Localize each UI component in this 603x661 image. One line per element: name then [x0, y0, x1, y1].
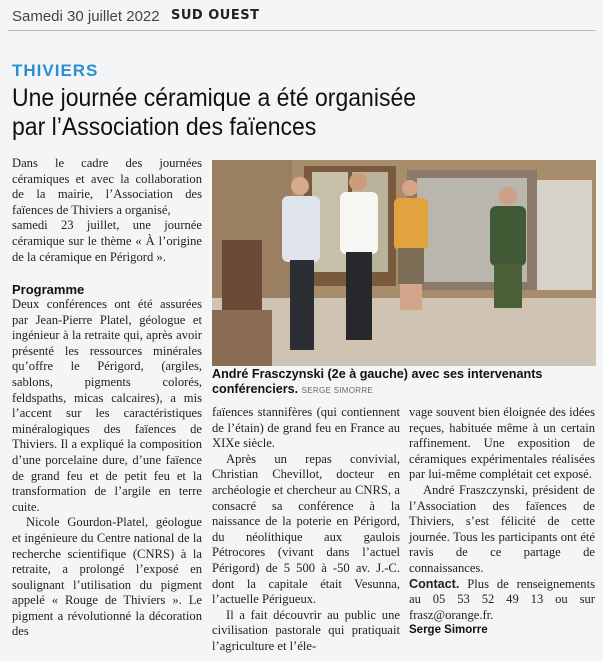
- header-divider: [8, 30, 596, 31]
- headline-line-2: par l’Association des faïences: [12, 113, 317, 141]
- column-1-body: [12, 297, 202, 640]
- column-3-body: [409, 405, 595, 639]
- photo-credit: SERGE SIMORRE: [301, 386, 374, 395]
- body-paragraph: André Fraszczynski, président de l’Association des faïences de Thiviers, s’est félicité de cette journée. Tous les participants ont été ravis de ce partage de connaissances.: [409, 482, 595, 575]
- caption-text: André Frasczynski (2e à gauche) avec ses intervenants conférenciers.: [212, 367, 543, 396]
- body-paragraph: faïences stannifères (qui contiennent de l’étain) de grand feu en France au XIXe siècle.: [212, 405, 400, 451]
- lede-paragraph-1: Dans le cadre des journées céramiques et avec la collaboration de la mairie, l’Association des faïences de Thiviers a organisé,: [12, 156, 202, 217]
- photo-caption: [212, 367, 592, 398]
- headline-line-1: Une journée céramique a été organisée: [12, 84, 417, 112]
- section-label: THIVIERS: [12, 61, 99, 80]
- subhead-programme: Programme: [12, 282, 85, 297]
- lede: [12, 156, 202, 265]
- article-author: Serge Simorre: [409, 624, 488, 637]
- contact-text: Plus de renseignements au 05 53 52 49 13 ou sur frasz@orange.fr.: [409, 576, 595, 622]
- contact-label: Contact.: [409, 576, 460, 591]
- article-photo: [212, 160, 596, 366]
- body-paragraph: Nicole Gourdon-Platel, géologue et ingénieure du Centre national de la recherche scientifique (CNRS) à la retraite, a prolongé l’exposé en soulignant l’utilisation du pigment appelé « Rouge de Thiviers ». Le pigment a révolutionné la décoration des: [12, 515, 202, 639]
- newspaper-date: Samedi 30 juillet 2022: [12, 8, 160, 25]
- contact-paragraph: [409, 577, 595, 624]
- lede-paragraph-2: samedi 23 juillet, une journée céramique sur le thème « À l’origine de la céramique en Périgord ».: [12, 218, 202, 264]
- body-paragraph: vage souvent bien éloignée des idées reçues, habituée même à un certain raffinement. Une exposition de céramiques expérimentales réalisées par lui-même complétait cet exposé.: [409, 405, 595, 482]
- body-paragraph: Il a fait découvrir au public une civilisation pastorale qui pratiquait l’agriculture et l’éle-: [212, 607, 400, 653]
- article-headline: [12, 84, 550, 142]
- photo-illustration: [212, 160, 596, 366]
- newspaper-name: SUD OUEST: [171, 8, 260, 23]
- body-paragraph: Après un repas convivial, Christian Chevillot, docteur en archéologie et chercheur au CNRS, a consacré sa conférence à la naissance de la poterie en Périgord, du néolithique aux gaulois Pétrocores (vivant dans l’actuel Périgord) de 5 500 à -50 av. J.-C. dont la capitale était Vesunna, l’actuelle Périgueux.: [212, 451, 400, 607]
- body-paragraph: Deux conférences ont été assurées par Jean-Pierre Platel, géologue et ingénieur à la retraite qui, après avoir présenté les ressources minérales qu’offre le Périgord, (argiles, sablons, pigments colorés, feldspaths, micas calcaires), a mis l’accent sur les caractéristiques minéralogiques des faïences de Thiviers. Il a expliqué la composition d’une porcelaine dure, d’une faïence de grand feu et de petit feu et la transformation de l’argile en terre cuite.: [12, 297, 202, 514]
- column-2-body: [212, 405, 400, 655]
